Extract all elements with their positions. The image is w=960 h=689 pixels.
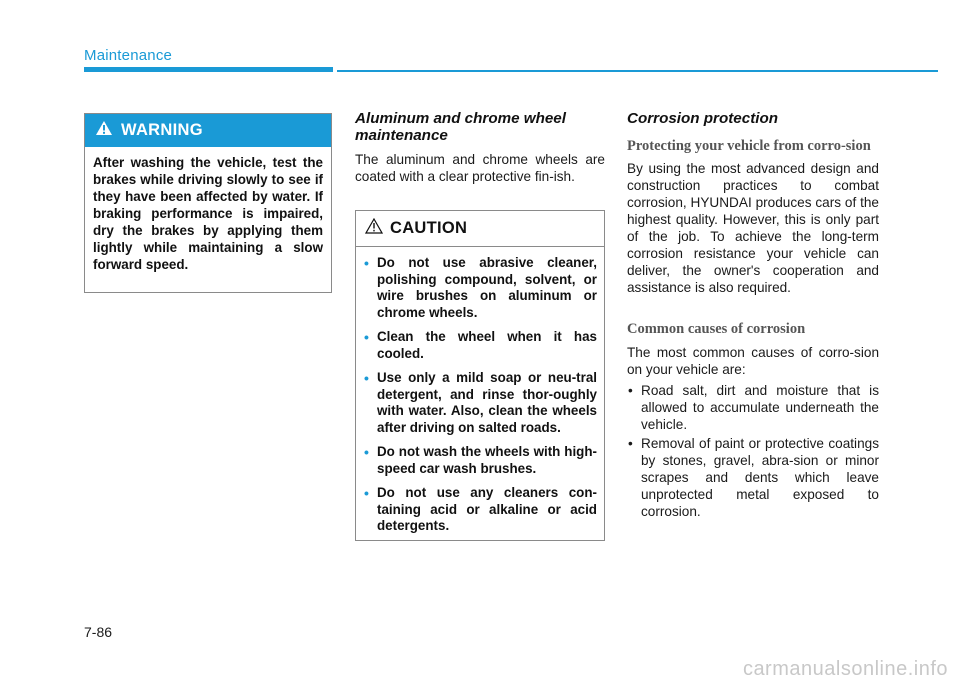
warning-header xyxy=(85,114,331,147)
causes-intro-text: The most common causes of corro-sion on your vehicle are: xyxy=(627,344,879,377)
caution-list xyxy=(356,255,604,535)
caution-triangle-icon xyxy=(365,218,390,239)
caution-item: • Clean the wheel when it has cooled. xyxy=(364,329,597,361)
warning-box xyxy=(84,113,332,293)
protecting-subtitle: Protecting your vehicle from corro-sion xyxy=(627,137,871,154)
cause-item: • Road salt, dirt and moisture that is allowed to accumulate underneath the vehicle. xyxy=(628,382,879,432)
caution-item: • Do not use abrasive cleaner, polishing compound, solvent, or wire brushes on aluminum or chrome wheels. xyxy=(364,255,597,320)
bullet-icon: • xyxy=(364,329,369,345)
warning-triangle-icon xyxy=(95,120,121,141)
watermark: carmanualsonline.info xyxy=(742,658,948,680)
caution-header xyxy=(356,211,604,247)
wheel-maintenance-title: Aluminum and chrome wheel maintenance xyxy=(355,110,566,144)
wheel-maintenance-text: The aluminum and chrome wheels are coated with a clear protective fin-ish. xyxy=(355,152,605,184)
bullet-icon: • xyxy=(364,370,369,386)
causes-subtitle: Common causes of corrosion xyxy=(627,321,806,337)
header-rule-thick xyxy=(84,67,333,72)
bullet-icon: • xyxy=(364,485,369,501)
warning-label: WARNING xyxy=(121,121,203,139)
bullet-icon: • xyxy=(628,382,633,398)
caution-item: • Use only a mild soap or neu-tral detergent, and rinse thor-oughly with water. Also, clean the wheels after driving on salted roads. xyxy=(364,370,597,435)
protecting-text: By using the most advanced design and construction practices to combat corrosion, HYUNDAI produces cars of the highest quality. However, this is only part of the job. To achieve the long-term corrosion resistance your vehicle can deliver, the owner's cooperation and assistance is also required. xyxy=(627,161,879,295)
caution-box xyxy=(355,210,605,541)
bullet-icon: • xyxy=(364,444,369,460)
corrosion-title: Corrosion protection xyxy=(627,110,779,127)
caution-label: CAUTION xyxy=(390,219,468,237)
caution-item: • Do not use any cleaners con-taining acid or alkaline or acid detergents. xyxy=(364,485,597,533)
cause-item: • Removal of paint or protective coatings by stones, gravel, abra-sion or minor scrapes and dents which leave unprotected metal exposed to corrosion. xyxy=(628,435,879,519)
warning-text: After washing the vehicle, test the brakes while driving slowly to see if they have been affected by water. If braking performance is impaired, dry the brakes by applying them lightly while maintaining a slow forward speed. xyxy=(93,155,323,272)
bullet-icon: • xyxy=(628,435,633,451)
section-header: Maintenance xyxy=(84,47,173,64)
wheel-maintenance-section xyxy=(355,111,605,185)
bullet-icon: • xyxy=(364,255,369,271)
caution-item: • Do not wash the wheels with high-speed car wash brushes. xyxy=(364,444,597,476)
page-number: 7-86 xyxy=(84,624,113,640)
corrosion-section xyxy=(627,111,879,522)
causes-list xyxy=(627,382,879,520)
header-rule-thin xyxy=(337,70,938,72)
